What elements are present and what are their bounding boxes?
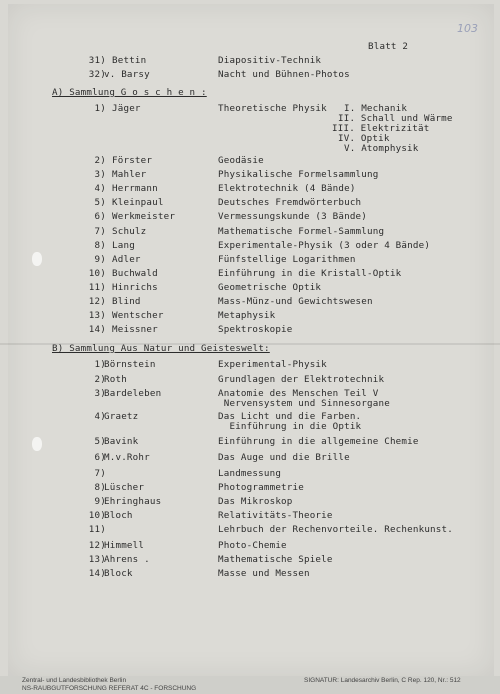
item-number: 5) — [94, 197, 106, 208]
punch-hole — [32, 437, 42, 451]
item-author: Börnstein — [104, 359, 156, 370]
volume-entry: V. Atomphysik — [344, 143, 419, 154]
item-number: 11) — [88, 524, 106, 535]
item-author: Roth — [104, 374, 127, 385]
item-title: Vermessungskunde (3 Bände) — [218, 211, 368, 222]
item-title: Experimental-Physik — [218, 359, 327, 370]
item-title-continued: Nervensystem und Sinnesorgane — [218, 398, 390, 409]
item-author: M.v.Rohr — [104, 452, 150, 463]
item-author: Meissner — [112, 324, 158, 335]
section-b-heading: B) Sammlung Aus Natur und Geisteswelt: — [52, 343, 270, 354]
item-number: 9) — [94, 496, 106, 507]
item-title: Einführung in die allgemeine Chemie — [218, 436, 419, 447]
item-number: 6) — [94, 452, 106, 463]
item-author: Jäger — [112, 103, 141, 114]
item-author: Bavink — [104, 436, 139, 447]
item-title: Nacht und Bühnen-Photos — [218, 69, 350, 80]
item-number: 32) — [88, 69, 106, 80]
item-title: Experimentale-Physik (3 oder 4 Bände) — [218, 240, 431, 251]
volume-entry: II. Schall und Wärme — [338, 113, 453, 124]
item-number: 2) — [94, 155, 106, 166]
item-title: Grundlagen der Elektrotechnik — [218, 374, 385, 385]
page-label: Blatt 2 — [368, 41, 409, 52]
section-a-heading: A) Sammlung G o s c h e n : — [52, 87, 207, 98]
item-author: Mahler — [112, 169, 147, 180]
item-author: Schulz — [112, 226, 147, 237]
item-number: 8) — [94, 240, 106, 251]
item-number: 12) — [88, 296, 106, 307]
item-author: Buchwald — [112, 268, 158, 279]
item-number: 14) — [88, 324, 106, 335]
item-title: Mass-Münz-und Gewichtswesen — [218, 296, 373, 307]
item-title: Mathematische Formel-Sammlung — [218, 226, 385, 237]
punch-hole — [32, 252, 42, 266]
item-number: 31) — [88, 55, 106, 66]
item-author: Blind — [112, 296, 141, 307]
item-author: Ahrens . — [104, 554, 150, 565]
item-number: 10) — [88, 510, 106, 521]
item-title: Masse und Messen — [218, 568, 310, 579]
item-number: 1) — [94, 103, 106, 114]
item-author: Kleinpaul — [112, 197, 164, 208]
item-author: Förster — [112, 155, 153, 166]
item-title: Das Auge und die Brille — [218, 452, 350, 463]
item-author: Bettin — [112, 55, 147, 66]
item-number: 5) — [94, 436, 106, 447]
item-number: 8) — [94, 482, 106, 493]
item-title: Mathematische Spiele — [218, 554, 333, 565]
item-author: v. Barsy — [104, 69, 150, 80]
item-number: 6) — [94, 211, 106, 222]
item-number: 13) — [88, 554, 106, 565]
item-author: Lüscher — [104, 482, 145, 493]
item-author: Graetz — [104, 411, 139, 422]
item-author: Ehringhaus — [104, 496, 162, 507]
item-title: Relativitäts-Theorie — [218, 510, 333, 521]
item-title: Photogrammetrie — [218, 482, 304, 493]
item-title: Theoretische Physik — [218, 103, 327, 114]
item-title: Metaphysik — [218, 310, 276, 321]
item-author: Adler — [112, 254, 141, 265]
item-title: Einführung in die Kristall-Optik — [218, 268, 402, 279]
item-number: 7) — [94, 468, 106, 479]
item-title: Diapositiv-Technik — [218, 55, 322, 66]
item-number: 11) — [88, 282, 106, 293]
item-title: Landmessung — [218, 468, 282, 479]
footer-library: Zentral- und Landesbibliothek Berlin — [22, 677, 127, 684]
item-title: Elektrotechnik (4 Bände) — [218, 183, 356, 194]
item-author: Wentscher — [112, 310, 164, 321]
item-number: 10) — [88, 268, 106, 279]
item-author: Bardeleben — [104, 388, 162, 399]
item-author: Bloch — [104, 510, 133, 521]
item-title-continued: Einführung in die Optik — [218, 421, 362, 432]
item-number: 1) — [94, 359, 106, 370]
item-title: Lehrbuch der Rechenvorteile. Rechenkunst. — [218, 524, 453, 535]
item-title: Das Licht und die Farben. — [218, 411, 362, 422]
item-author: Herrmann — [112, 183, 158, 194]
item-author: Werkmeister — [112, 211, 176, 222]
item-number: 13) — [88, 310, 106, 321]
item-title: Fünfstellige Logarithmen — [218, 254, 356, 265]
item-title: Photo-Chemie — [218, 540, 287, 551]
item-number: 4) — [94, 411, 106, 422]
item-title: Spektroskopie — [218, 324, 293, 335]
item-number: 7) — [94, 226, 106, 237]
item-title: Deutsches Fremdwörterbuch — [218, 197, 362, 208]
item-title: Anatomie des Menschen Teil V — [218, 388, 379, 399]
item-number: 3) — [94, 169, 106, 180]
item-title: Physikalische Formelsammlung — [218, 169, 379, 180]
item-number: 3) — [94, 388, 106, 399]
volume-entry: IV. Optik — [338, 133, 390, 144]
footer-signature: SIGNATUR: Landesarchiv Berlin, C Rep. 120, Nr.: 512 — [304, 677, 461, 684]
item-author: Block — [104, 568, 133, 579]
volume-entry: I. Mechanik — [344, 103, 408, 114]
item-title: Das Mikroskop — [218, 496, 293, 507]
item-title: Geometrische Optik — [218, 282, 322, 293]
archive-footer — [0, 676, 500, 694]
item-author: Hinrichs — [112, 282, 158, 293]
footer-department: NS-RAUBGUTFORSCHUNG REFERAT 4C - FORSCHUNG — [22, 685, 197, 692]
item-number: 14) — [88, 568, 106, 579]
item-number: 9) — [94, 254, 106, 265]
item-number: 2) — [94, 374, 106, 385]
item-number: 4) — [94, 183, 106, 194]
item-number: 12) — [88, 540, 106, 551]
item-author: Lang — [112, 240, 135, 251]
page-number: 103 — [457, 22, 478, 35]
item-author: Himmell — [104, 540, 145, 551]
volume-entry: III. Elektrizität — [332, 123, 430, 134]
item-title: Geodäsie — [218, 155, 264, 166]
